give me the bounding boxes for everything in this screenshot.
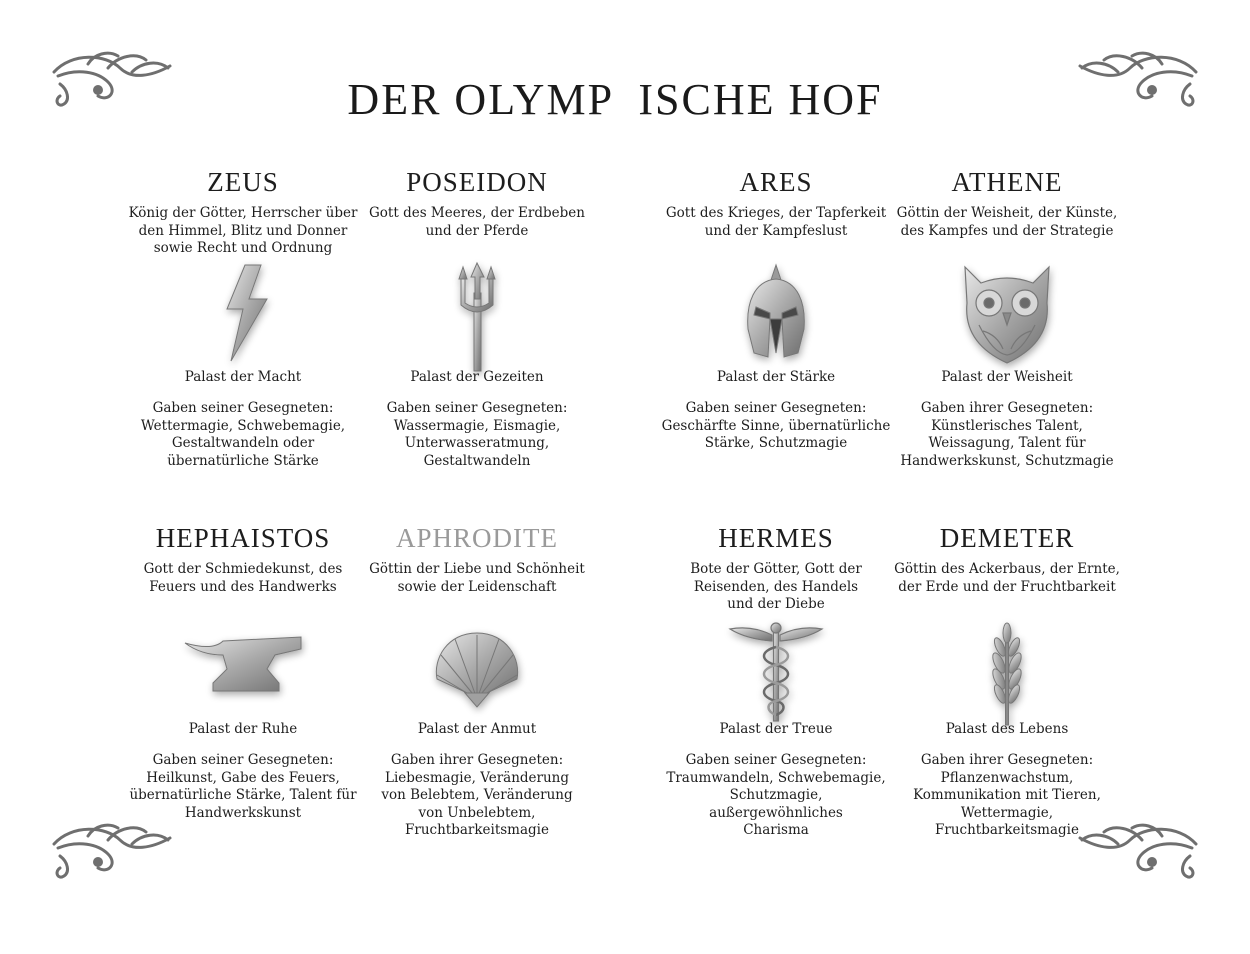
palace-name: Palast des Lebens xyxy=(945,721,1069,737)
god-card-hephaistos xyxy=(128,523,358,821)
god-name: ATHENE xyxy=(951,167,1063,197)
god-description: Gott des Krieges, der Tapferkeit und der Kampfeslust xyxy=(665,205,887,239)
helmet-icon xyxy=(716,263,836,373)
shell-icon xyxy=(417,621,537,731)
blessing-gifts: Gaben ihrer Gesegneten: Künstlerisches Talent, Weissagung, Talent für Handwerkskunst, Schutzmagie xyxy=(900,400,1114,469)
god-card-aphrodite xyxy=(362,523,592,838)
god-card-demeter xyxy=(892,523,1122,838)
god-description: Gott der Schmiedekunst, des Feuers und des Handwerks xyxy=(143,561,343,595)
blessing-gifts: Gaben ihrer Gesegneten: Pflanzenwachstum, Kommunikation mit Tieren, Wettermagie, Fruchtbarkeitsmagie xyxy=(913,752,1101,838)
lightning-bolt-icon xyxy=(183,263,303,373)
god-card-poseidon xyxy=(362,167,592,469)
palace-name: Palast der Gezeiten xyxy=(410,369,544,385)
anvil-icon xyxy=(183,621,303,731)
palace-name: Palast der Ruhe xyxy=(188,721,298,737)
blessing-gifts: Gaben seiner Gesegneten: Geschärfte Sinne, übernatürliche Stärke, Schutzmagie xyxy=(661,400,891,451)
blessing-gifts: Gaben seiner Gesegneten: Heilkunst, Gabe des Feuers, übernatürliche Stärke, Talent für Handwerkskunst xyxy=(129,752,357,821)
god-name: DEMETER xyxy=(939,523,1075,553)
god-card-ares xyxy=(661,167,891,451)
palace-name: Palast der Weisheit xyxy=(941,369,1073,385)
god-description: König der Götter, Herrscher über den Himmel, Blitz und Donner sowie Recht und Ordnung xyxy=(128,205,358,256)
god-name: HERMES xyxy=(718,523,834,553)
god-name: POSEIDON xyxy=(406,167,548,197)
page-title: DER OLYMP ISCHE HOF xyxy=(347,75,883,124)
blessing-gifts: Gaben ihrer Gesegneten: Liebesmagie, Veränderung von Belebtem, Veränderung von Unbelebtem, Fruchtbarkeitsmagie xyxy=(381,752,573,838)
god-name: HEPHAISTOS xyxy=(155,523,331,553)
god-name: ZEUS xyxy=(207,167,279,197)
palace-name: Palast der Treue xyxy=(719,721,833,737)
god-card-athene xyxy=(892,167,1122,469)
god-description: Bote der Götter, Gott der Reisenden, des Handels und der Diebe xyxy=(690,561,862,612)
flourish-ornament-top-right xyxy=(1074,46,1202,110)
blessing-gifts: Gaben seiner Gesegneten: Wassermagie, Eismagie, Unterwasseratmung, Gestaltwandeln xyxy=(386,400,568,469)
palace-name: Palast der Stärke xyxy=(716,369,836,385)
palace-name: Palast der Macht xyxy=(184,369,302,385)
god-card-hermes xyxy=(661,523,891,838)
god-description: Gott des Meeres, der Erdbeben und der Pferde xyxy=(369,205,585,239)
caduceus-icon xyxy=(716,621,836,731)
god-card-zeus xyxy=(128,167,358,469)
palace-name: Palast der Anmut xyxy=(417,721,537,737)
flourish-ornament-top-left xyxy=(48,46,176,110)
trident-icon xyxy=(417,263,537,373)
blessing-gifts: Gaben seiner Gesegneten: Wettermagie, Schwebemagie, Gestaltwandeln oder übernatürliche Stärke xyxy=(140,400,346,469)
wheat-icon xyxy=(947,621,1067,731)
god-name: APHRODITE xyxy=(396,523,558,553)
blessing-gifts: Gaben seiner Gesegneten: Traumwandeln, Schwebemagie, Schutzmagie, außergewöhnliches Charisma xyxy=(666,752,886,838)
god-description: Göttin der Liebe und Schönheit sowie der Leidenschaft xyxy=(369,561,585,595)
god-description: Göttin der Weisheit, der Künste, des Kampfes und der Strategie xyxy=(896,205,1118,239)
owl-icon xyxy=(947,263,1067,373)
flourish-ornament-bottom-left xyxy=(48,818,176,882)
god-name: ARES xyxy=(739,167,813,197)
god-description: Göttin des Ackerbaus, der Ernte, der Erde und der Fruchtbarkeit xyxy=(894,561,1120,595)
